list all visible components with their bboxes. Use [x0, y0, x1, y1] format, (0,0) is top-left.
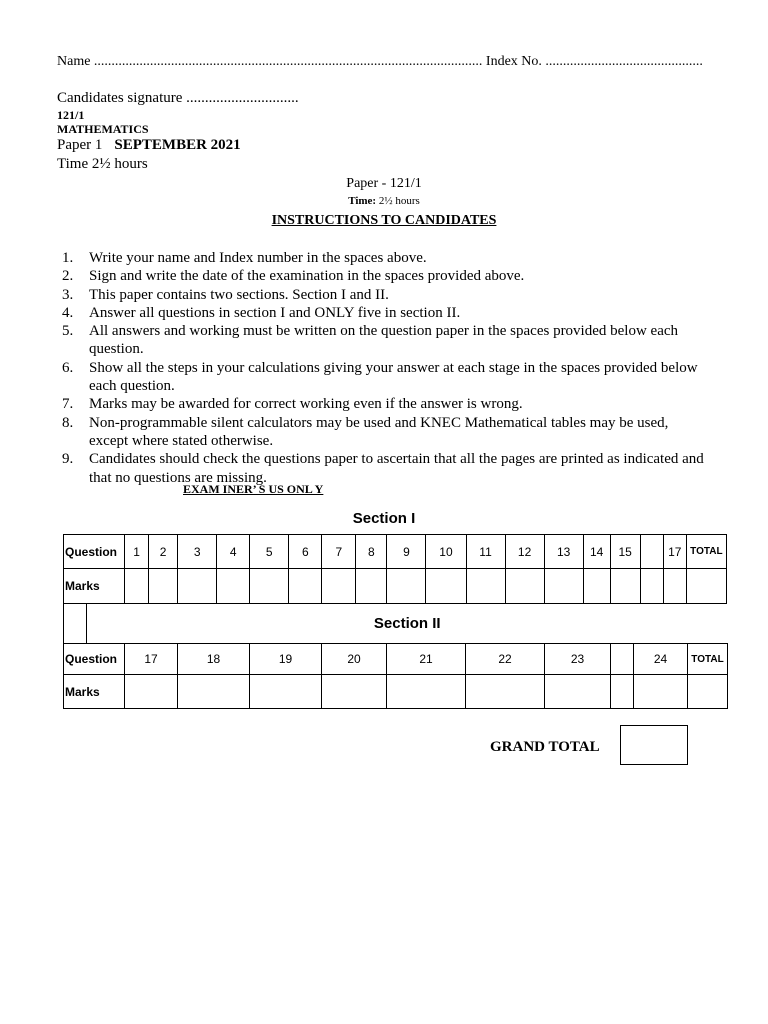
- section1-question-number: 1: [125, 535, 149, 569]
- instruction-number: 4.: [62, 304, 74, 321]
- section1-marks-cell[interactable]: [217, 569, 250, 604]
- instruction-item: [62, 304, 710, 322]
- instruction-number: 6.: [62, 359, 74, 376]
- paper-date: SEPTEMBER 2021: [114, 137, 241, 153]
- center-time-label: Time:: [348, 195, 377, 207]
- instruction-number: 2.: [62, 268, 74, 285]
- instruction-text: Sign and write the date of the examination in the spaces provided above.: [89, 268, 525, 285]
- center-paper: Paper - 121/1: [346, 176, 422, 191]
- instruction-item: [62, 249, 710, 267]
- instruction-item: [62, 286, 710, 304]
- instruction-text: This paper contains two sections. Section I and II.: [89, 286, 389, 303]
- section1-table: [63, 534, 727, 604]
- instruction-item: [62, 359, 710, 396]
- center-time-value: 2½ hours: [378, 195, 420, 207]
- section1-marks-cell[interactable]: [387, 569, 426, 604]
- section1-marks-cell[interactable]: [583, 569, 610, 604]
- instruction-text: Marks may be awarded for correct working even if the answer is wrong.: [89, 396, 523, 413]
- section2-question-number: 21: [387, 644, 466, 675]
- section1-question-number: 14: [583, 535, 610, 569]
- section2-question-number: 18: [178, 644, 250, 675]
- section1-title: Section I: [352, 510, 416, 527]
- section1-marks-cell[interactable]: [426, 569, 466, 604]
- section1-marks-cell[interactable]: [125, 569, 149, 604]
- section1-total-label: TOTAL: [686, 535, 726, 569]
- section1-question-number: 3: [178, 535, 217, 569]
- section1-question-number: 8: [356, 535, 387, 569]
- instruction-number: 5.: [62, 323, 74, 340]
- section1-question-number: 7: [322, 535, 356, 569]
- instruction-item: [62, 450, 710, 487]
- paper-label: Paper 1: [57, 137, 103, 153]
- section2-marks-cell[interactable]: [322, 675, 387, 709]
- name-index-line[interactable]: Name ............................................................................................................... Index No. .............................................: [57, 54, 703, 69]
- instruction-text: Candidates should check the questions paper to ascertain that all the pages are printed as indicated and that no questions are missing.: [89, 451, 704, 486]
- instruction-text: Write your name and Index number in the spaces above.: [89, 250, 427, 266]
- section2-question-label: Question: [64, 644, 125, 675]
- section1-question-number: 11: [466, 535, 505, 569]
- section2-total-cell[interactable]: [688, 675, 728, 709]
- section2-marks-cell[interactable]: [466, 675, 545, 709]
- paper-line: [57, 137, 241, 154]
- instruction-item: [62, 395, 710, 413]
- section1-question-number: 12: [505, 535, 544, 569]
- center-time: [0, 195, 768, 207]
- section2-marks-cell[interactable]: [250, 675, 322, 709]
- paper-code: 121/1: [57, 108, 85, 122]
- section2-marks-cell[interactable]: [125, 675, 178, 709]
- instruction-item: [62, 322, 710, 359]
- section2-marks-cell[interactable]: [387, 675, 466, 709]
- section2-question-number: 22: [466, 644, 545, 675]
- subject-title: MATHEMATICS: [57, 122, 149, 136]
- section2-title-row: [63, 603, 728, 644]
- instruction-number: 7.: [62, 396, 74, 413]
- section2-title: Section II: [87, 604, 728, 644]
- instruction-item: [62, 414, 710, 451]
- section2-question-number: 23: [545, 644, 611, 675]
- section1-question-number: [640, 535, 663, 569]
- section1-marks-cell[interactable]: [289, 569, 322, 604]
- instruction-text: Show all the steps in your calculations giving your answer at each stage in the spaces provided below each question.: [89, 359, 698, 395]
- section1-marks-cell[interactable]: [663, 569, 686, 604]
- section1-marks-cell[interactable]: [505, 569, 544, 604]
- section2-question-number: 17: [125, 644, 178, 675]
- grand-total-box[interactable]: [620, 725, 688, 765]
- instructions-title: INSTRUCTIONS TO CANDIDATES: [271, 213, 497, 228]
- section2-marks-label: Marks: [64, 675, 125, 709]
- instruction-number: 3.: [62, 286, 74, 303]
- instruction-item: [62, 267, 710, 285]
- instruction-number: 1.: [62, 250, 74, 266]
- section1-marks-cell[interactable]: [250, 569, 289, 604]
- grand-total-label: GRAND TOTAL: [490, 739, 600, 755]
- section1-marks-cell[interactable]: [466, 569, 505, 604]
- section1-marks-cell[interactable]: [149, 569, 178, 604]
- section2-marks-cell[interactable]: [545, 675, 611, 709]
- section1-question-number: 6: [289, 535, 322, 569]
- section2-question-number: 24: [634, 644, 688, 675]
- instruction-text: Answer all questions in section I and ONLY five in section II.: [89, 304, 461, 321]
- section1-question-number: 4: [217, 535, 250, 569]
- section1-total-cell[interactable]: [686, 569, 726, 604]
- section1-marks-cell[interactable]: [356, 569, 387, 604]
- section1-question-number: 9: [387, 535, 426, 569]
- section1-marks-cell[interactable]: [544, 569, 583, 604]
- section2-total-label: TOTAL: [688, 644, 728, 675]
- section1-marks-cell[interactable]: [178, 569, 217, 604]
- section1-question-number: 5: [250, 535, 289, 569]
- time-line: Time 2½ hours: [57, 156, 148, 172]
- section2-marks-cell[interactable]: [178, 675, 250, 709]
- section2-question-number: 19: [250, 644, 322, 675]
- section1-question-number: 10: [426, 535, 466, 569]
- section1-marks-cell[interactable]: [322, 569, 356, 604]
- section1-question-number: 15: [610, 535, 640, 569]
- section1-marks-cell[interactable]: [640, 569, 663, 604]
- section2-question-number: [611, 644, 634, 675]
- section1-marks-label: Marks: [64, 569, 125, 604]
- instruction-number: 9.: [62, 451, 74, 468]
- examiners-use-only: EXAM INER’ S US ONL Y: [183, 482, 324, 496]
- section1-marks-cell[interactable]: [610, 569, 640, 604]
- section1-question-label: Question: [64, 535, 125, 569]
- instruction-number: 8.: [62, 414, 74, 431]
- section2-question-number: 20: [322, 644, 387, 675]
- instruction-text: Non-programmable silent calculators may be used and KNEC Mathematical tables may be used, except where stated otherwise.: [89, 414, 669, 449]
- instruction-text: All answers and working must be written on the question paper in the spaces provided below each question.: [89, 323, 679, 358]
- instructions-list: [62, 249, 710, 487]
- section2-marks-cell[interactable]: [634, 675, 688, 709]
- section2-marks-cell[interactable]: [611, 675, 634, 709]
- signature-line[interactable]: Candidates signature ..............................: [57, 90, 299, 106]
- section2-table: [63, 643, 728, 709]
- section1-question-number: 2: [149, 535, 178, 569]
- section2-blank-cell: [64, 604, 87, 644]
- section1-question-number: 13: [544, 535, 583, 569]
- section1-question-number: 17: [663, 535, 686, 569]
